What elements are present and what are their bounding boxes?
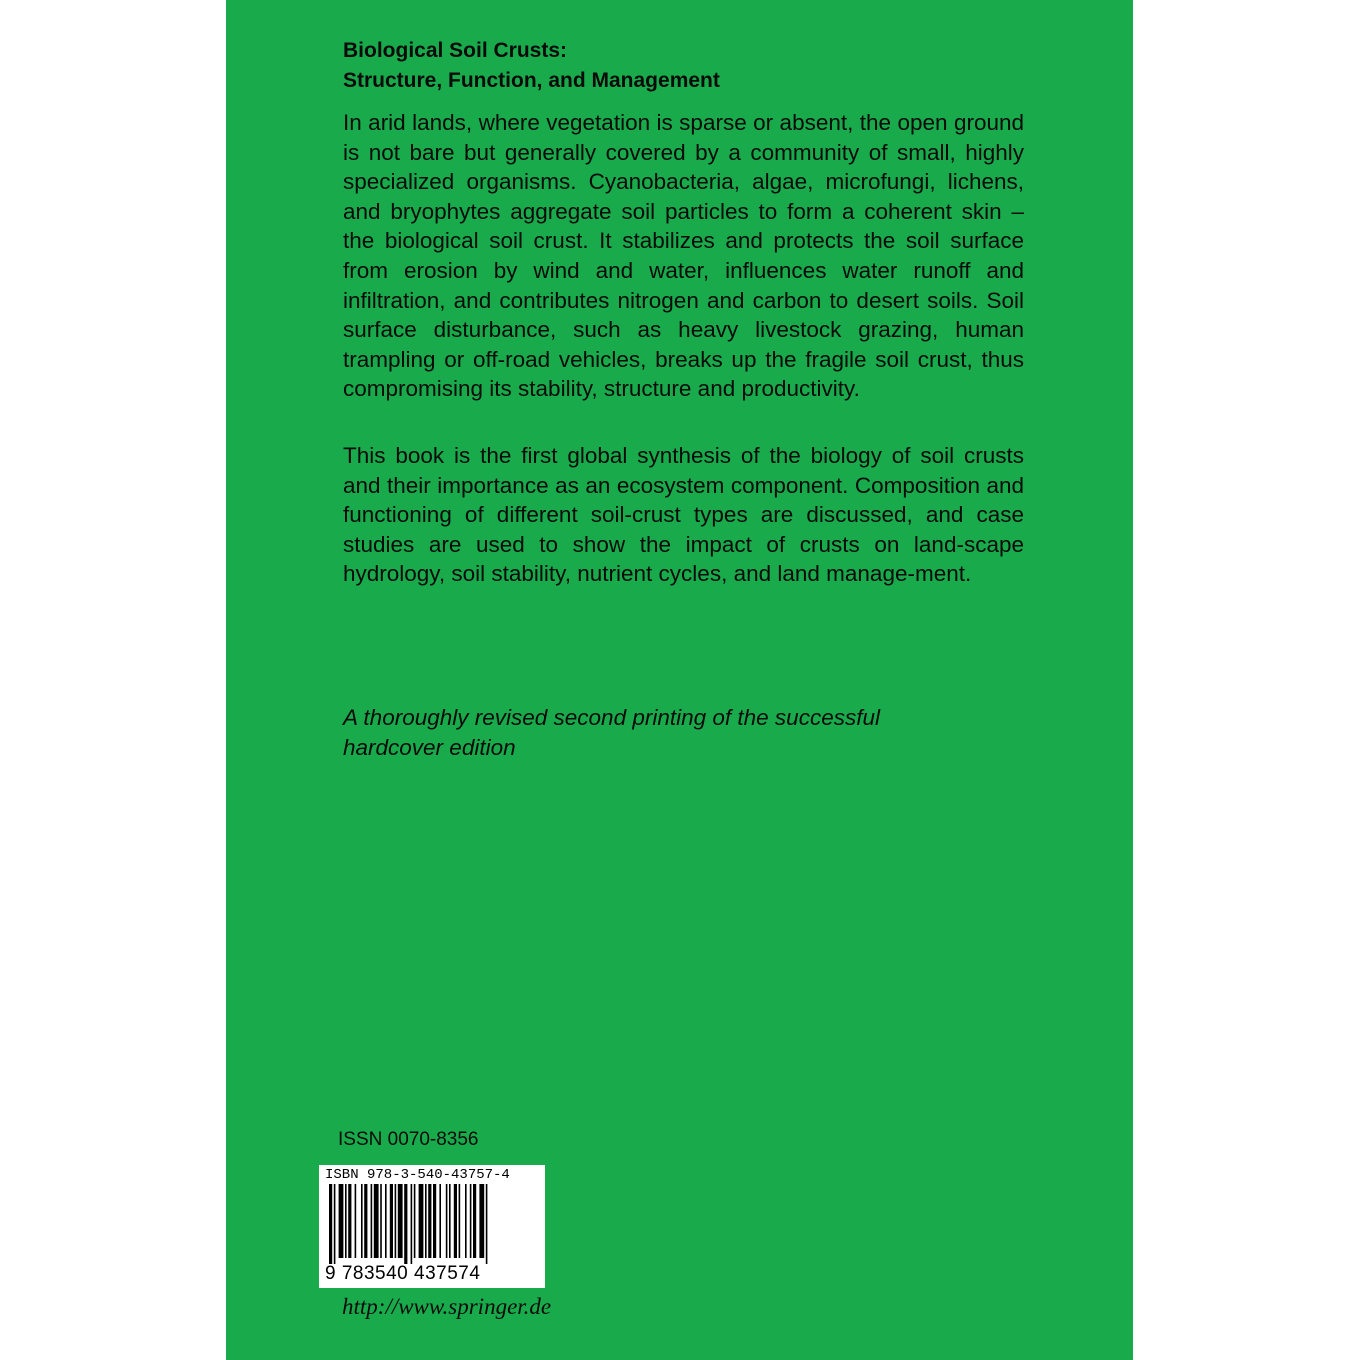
ean-digits: 9 783540 437574 — [325, 1263, 481, 1284]
barcode-bar — [411, 1184, 413, 1264]
barcode-bar — [355, 1184, 357, 1258]
barcode-bar — [339, 1184, 344, 1258]
barcode-bar — [470, 1184, 472, 1258]
barcode-bar — [454, 1184, 457, 1258]
description-paragraph-1: In arid lands, where vegetation is sparse or absent, the open ground is not bare but generally covered by a community of small, highly specialized organisms. Cyanobacteria, algae, microfungi, lichens, and bryophytes aggregate soil particles to form a coherent skin – the biological soil crust. It stabilizes and protects the soil surface from erosion by wind and water, influences water runoff and infiltration, and contributes nitrogen and carbon to desert soils. Soil surface disturbance, such as heavy livestock grazing, human trampling or off-road vehicles, breaks up the fragile soil crust, thus compromising its stability, structure and productivity. — [343, 110, 1024, 402]
barcode-bar — [414, 1184, 416, 1258]
barcode-bar — [449, 1184, 451, 1258]
barcode-bar — [371, 1184, 373, 1258]
title-line-1: Biological Soil Crusts: — [343, 39, 568, 62]
barcode-bar — [395, 1184, 397, 1258]
issn-number: ISSN 0070-8356 — [338, 1129, 479, 1150]
barcode-bar — [404, 1184, 407, 1264]
barcode-bar — [398, 1184, 403, 1258]
barcode-bar — [348, 1184, 351, 1258]
barcode-bar — [380, 1184, 382, 1258]
barcode-bars — [319, 1184, 545, 1264]
barcode-bar — [486, 1184, 488, 1264]
barcode-bar — [425, 1184, 427, 1258]
barcode-bar — [428, 1184, 431, 1258]
title-line-2: Structure, Function, and Management — [343, 69, 720, 92]
book-title — [343, 36, 1033, 96]
barcode-bar — [329, 1184, 332, 1264]
barcode-bar — [479, 1184, 484, 1258]
barcode-bar — [334, 1184, 336, 1264]
barcode-bar — [446, 1184, 448, 1258]
barcode-bar — [473, 1184, 476, 1258]
barcode-bar — [419, 1184, 424, 1258]
edition-note: A thoroughly revised second printing of the successful hardcover edition — [343, 705, 880, 760]
barcode-bar — [390, 1184, 393, 1258]
barcode-bar — [385, 1184, 387, 1258]
isbn-barcode — [319, 1165, 545, 1288]
isbn-label: ISBN 978-3-540-43757-4 — [325, 1167, 510, 1183]
barcode-bar — [345, 1184, 347, 1258]
description-paragraph-2: This book is the first global synthesis of the biology of soil crusts and their importance as an ecosystem component. Composition and functioning of different soil-crust types are discussed, and case studies are used to show the impact of crusts on land-scape hydrology, soil stability, nutrient cycles, and land manage-ment. — [343, 443, 1024, 587]
barcode-bar — [361, 1184, 363, 1258]
barcode-bar — [439, 1184, 441, 1258]
barcode-bar — [374, 1184, 379, 1258]
barcode-bar — [459, 1184, 461, 1258]
publisher-url: http://www.springer.de — [342, 1294, 552, 1319]
barcode-bar — [364, 1184, 367, 1258]
barcode-bar — [433, 1184, 436, 1258]
barcode-bar — [465, 1184, 467, 1258]
